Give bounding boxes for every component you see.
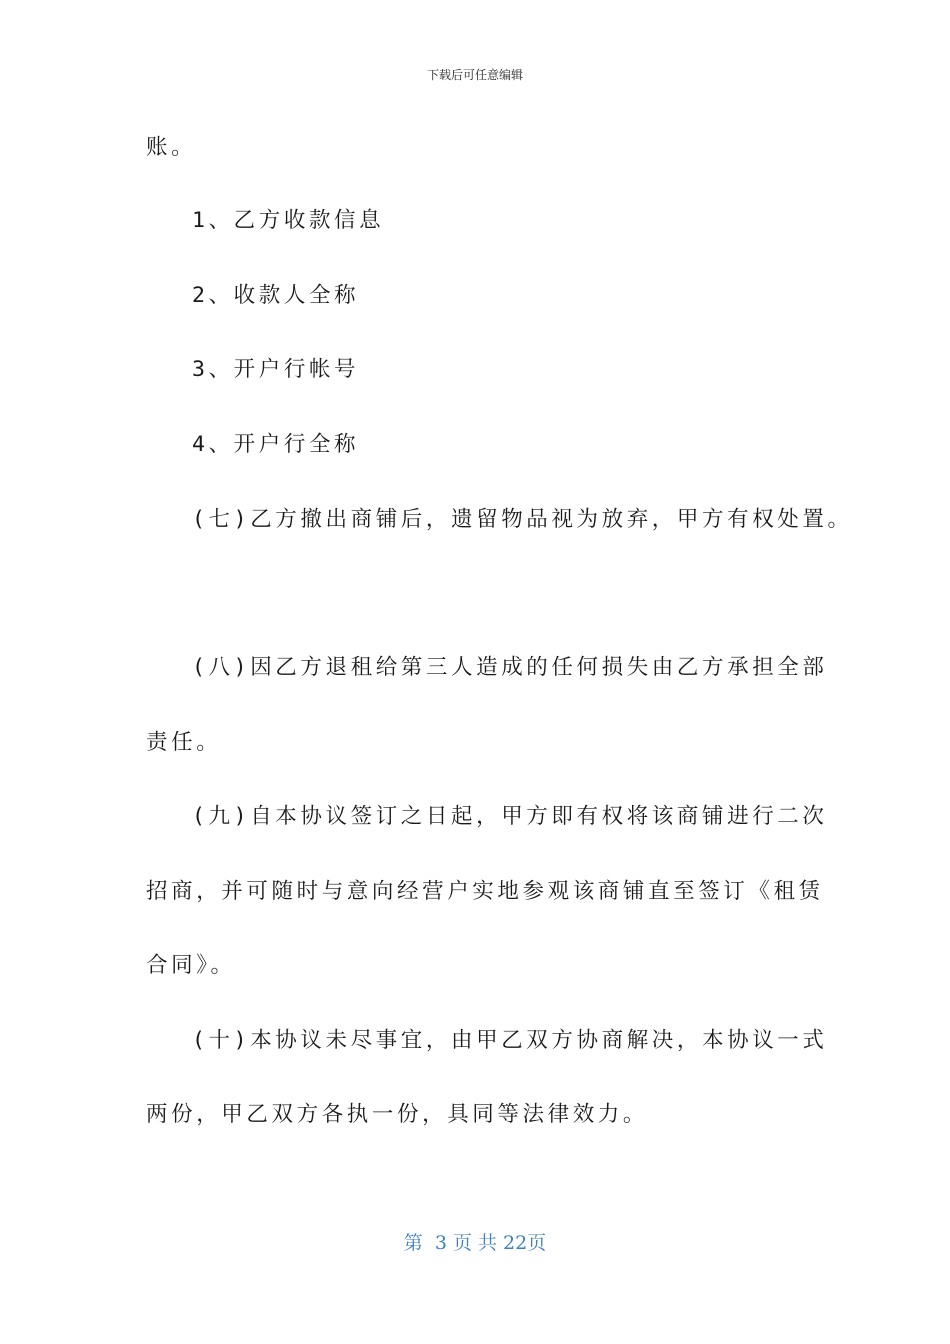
clause-nine-continued: 合同》。: [146, 953, 236, 978]
list-item: 1、乙方收款信息: [192, 208, 385, 233]
clause-eight: (八)因乙方退租给第三人造成的任何损失由乙方承担全部: [192, 655, 828, 680]
page-header-note: 下载后可任意编辑: [426, 68, 523, 82]
clause-eight-continued: 责任。: [146, 730, 222, 755]
clause-nine-continued: 招商，并可随时与意向经营户实地参观该商铺直至签订《租赁: [146, 879, 824, 904]
page-number: 第 3 页 共 22页: [403, 1232, 547, 1254]
list-item: 4、开户行全称: [192, 432, 360, 457]
list-item: 3、开户行帐号: [192, 357, 360, 382]
clause-ten: (十)本协议未尽事宜，由甲乙双方协商解决，本协议一式: [192, 1028, 828, 1053]
list-item: 2、收款人全称: [192, 283, 360, 308]
clause-nine: (九)自本协议签订之日起，甲方即有权将该商铺进行二次: [192, 804, 828, 829]
clause-ten-continued: 两份，甲乙双方各执一份，具同等法律效力。: [146, 1102, 649, 1127]
clause-seven: (七)乙方撤出商铺后，遗留物品视为放弃，甲方有权处置。: [192, 507, 853, 532]
text-line: 账。: [146, 135, 197, 160]
